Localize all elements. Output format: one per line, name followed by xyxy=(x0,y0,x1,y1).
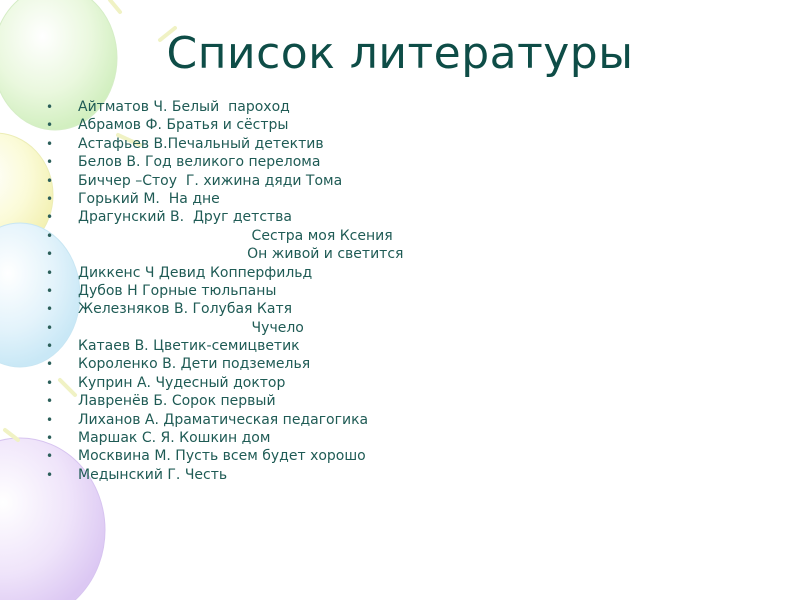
bullet-icon: • xyxy=(46,210,54,225)
list-item-text: Железняков В. Голубая Катя xyxy=(78,301,293,318)
bullet-icon: • xyxy=(46,394,54,409)
list-item xyxy=(44,245,403,263)
list-item-text: Абрамов Ф. Братья и сёстры xyxy=(78,117,289,134)
bullet-icon: • xyxy=(46,136,54,151)
bullet-icon: • xyxy=(46,155,54,170)
bullet-icon: • xyxy=(46,449,54,464)
bullet-icon: • xyxy=(46,467,54,482)
bullet-icon: • xyxy=(46,283,54,298)
list-item-text: Диккенс Ч Девид Копперфильд xyxy=(78,264,313,281)
list-item-text: Москвина М. Пусть всем будет хорошо xyxy=(78,448,366,465)
list-item xyxy=(44,135,403,153)
list-item xyxy=(44,98,403,116)
list-item xyxy=(44,374,403,392)
list-item xyxy=(44,116,403,134)
bullet-icon: • xyxy=(46,412,54,427)
list-item-text: Биччер –Стоу Г. хижина дяди Тома xyxy=(78,172,343,189)
list-item xyxy=(44,153,403,171)
bullet-icon: • xyxy=(46,191,54,206)
list-item-text: Горький М. На дне xyxy=(78,190,220,207)
list-item xyxy=(44,429,403,447)
list-item-text: Белов В. Год великого перелома xyxy=(78,154,321,171)
list-item-text: Драгунский В. Друг детства xyxy=(78,209,292,226)
bullet-icon: • xyxy=(46,339,54,354)
slide-title: Список литературы xyxy=(166,28,634,79)
bullet-icon: • xyxy=(46,375,54,390)
list-item xyxy=(44,355,403,373)
bullet-icon: • xyxy=(46,118,54,133)
list-item-text: Он живой и светится xyxy=(78,246,404,263)
bullet-icon: • xyxy=(46,320,54,335)
list-item xyxy=(44,282,403,300)
list-item xyxy=(44,411,403,429)
list-item-text: Маршак С. Я. Кошкин дом xyxy=(78,430,271,447)
bullet-icon: • xyxy=(46,100,54,114)
bullet-icon: • xyxy=(46,173,54,188)
list-item-text: Куприн А. Чудесный доктор xyxy=(78,374,286,391)
list-item xyxy=(44,319,403,337)
list-item xyxy=(44,190,403,208)
list-item xyxy=(44,172,403,190)
bibliography-list xyxy=(44,98,403,484)
list-item xyxy=(44,208,403,226)
list-item xyxy=(44,447,403,465)
list-item-text: Астафьев В.Печальный детектив xyxy=(78,135,324,152)
list-item-text: Дубов Н Горные тюльпаны xyxy=(78,282,277,299)
bullet-icon: • xyxy=(46,357,54,372)
list-item-text: Лиханов А. Драматическая педагогика xyxy=(78,411,369,428)
list-item-text: Катаев В. Цветик-семицветик xyxy=(78,338,300,355)
list-item-text: Медынский Г. Честь xyxy=(78,466,228,483)
list-item-text: Чучело xyxy=(78,319,304,336)
list-item-text: Айтматов Ч. Белый пароход xyxy=(78,99,290,115)
list-item xyxy=(44,392,403,410)
list-item xyxy=(44,337,403,355)
list-item xyxy=(44,300,403,318)
bullet-icon: • xyxy=(46,302,54,317)
bullet-icon: • xyxy=(46,431,54,446)
list-item-text: Короленко В. Дети подземелья xyxy=(78,356,311,373)
bullet-icon: • xyxy=(46,247,54,262)
bullet-icon: • xyxy=(46,265,54,280)
list-item-text: Лавренёв Б. Сорок первый xyxy=(78,393,276,410)
list-item xyxy=(44,227,403,245)
list-item-text: Сестра моя Ксения xyxy=(78,227,393,244)
bullet-icon: • xyxy=(46,228,54,243)
list-item xyxy=(44,264,403,282)
list-item xyxy=(44,466,403,484)
